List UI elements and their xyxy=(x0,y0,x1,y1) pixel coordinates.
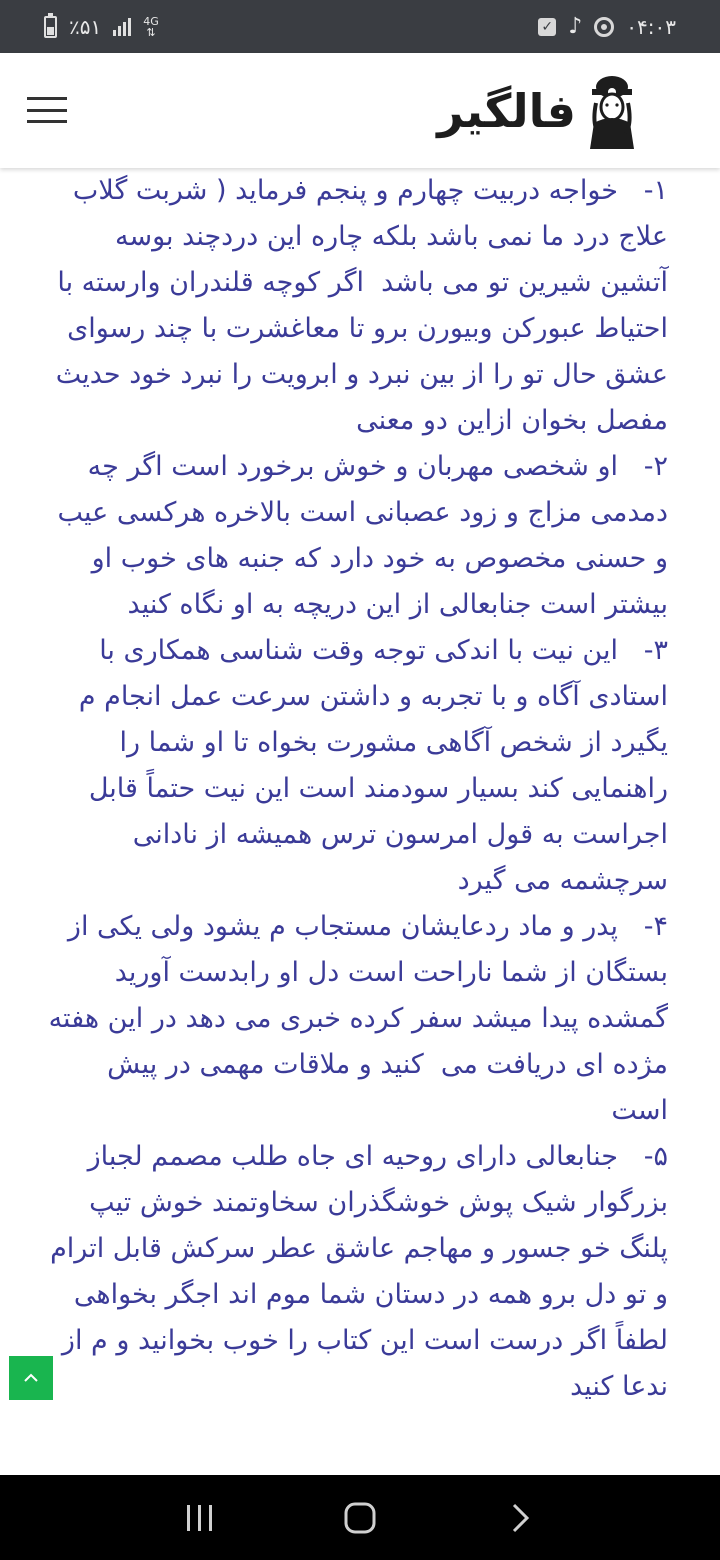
check-square-icon: ✓ xyxy=(538,18,556,36)
article-body xyxy=(0,168,720,1410)
home-icon xyxy=(343,1501,377,1535)
status-time: ۰۴:۰۳ xyxy=(626,14,676,39)
status-right xyxy=(538,14,676,39)
article-paragraph-2: ۲- او شخصی مهربان و خوش برخورد است اگر چه دمدمی مزاج و زود عصبانی است بالاخره هرکسی عیب و حسنی مخصوص به خود دارد که جنبه های خوب او بیشتر است جنابعالی از این دریچه به او نگاه کنید xyxy=(48,451,668,620)
hamburger-menu-icon[interactable] xyxy=(27,97,67,123)
status-bar xyxy=(0,0,720,53)
network-type-label: 4G ⇅ xyxy=(143,14,159,39)
battery-icon xyxy=(44,16,57,38)
article-content xyxy=(0,168,720,1475)
article-paragraph-5: ۵- جنابعالی دارای روحیه ای جاه طلب مصمم لجباز بزرگوار شیک پوش خوشگذران سخاوتمند خوش تیپ پلنگ خو جسور و مهاجم عاشق عطر سرکش قابل اترام و تو دل برو همه در دستان شما موم اند اجگر بخواهی لطفاً اگر درست است این کتاب را خوب بخوانید و م از ندعا کنید xyxy=(41,1141,668,1402)
system-nav-bar xyxy=(0,1475,720,1560)
chevron-up-icon xyxy=(22,1372,40,1384)
article-paragraph-3: ۳- این نیت با اندکی توجه وقت شناسی همکاری با استادی آگاه و با تجربه و داشتن سرعت عمل انجام م یگیرد از شخص آگاهی مشورت بخواه تا او شما را راهنمایی کند بسیار سودمند است این نیت حتماً قابل اجراست به قول امرسون ترس همیشه از نادانی سرچشمه می گیرد xyxy=(70,635,668,896)
tiktok-icon: ♪ xyxy=(568,14,583,39)
fortune-teller-icon xyxy=(584,73,640,149)
home-button[interactable] xyxy=(330,1488,390,1548)
chrome-icon xyxy=(594,17,614,37)
back-button[interactable] xyxy=(490,1488,550,1548)
status-left xyxy=(44,15,159,39)
logo-text: فالگیر xyxy=(437,84,576,138)
article-paragraph-4: ۴- پدر و ماد ردعایشان مستجاب م یشود ولی یکی از بستگان از شما ناراحت است دل او رابدست آورید گمشده پیدا میشد سفر کرده خبری می دهد در این هفته مژده ای دریافت می کنید و ملاقات مهمی در پیش است xyxy=(39,911,668,1126)
back-icon xyxy=(509,1502,531,1534)
signal-icon xyxy=(113,18,131,36)
recent-apps-button[interactable] xyxy=(170,1488,230,1548)
app-header xyxy=(0,53,720,168)
site-logo[interactable] xyxy=(437,73,640,149)
recent-apps-icon xyxy=(184,1503,216,1533)
scroll-to-top-button[interactable] xyxy=(9,1356,53,1400)
battery-percentage: ٪۵۱ xyxy=(69,14,102,39)
article-paragraph-1: ۱- خواجه دربیت چهارم و پنجم فرماید ( شربت گلاب علاج درد ما نمی باشد بلکه چاره این دردچند بوسه آتشین شیرین تو می باشد اگر کوچه قلندران وارسته با احتیاط عبورکن وبیورن برو تا معاغشرت با چند رسوای عشق حال تو را از بین نبرد و ابرویت را نبرد خود حدیث مفصل بخوان ازاین دو معنی xyxy=(47,175,668,436)
